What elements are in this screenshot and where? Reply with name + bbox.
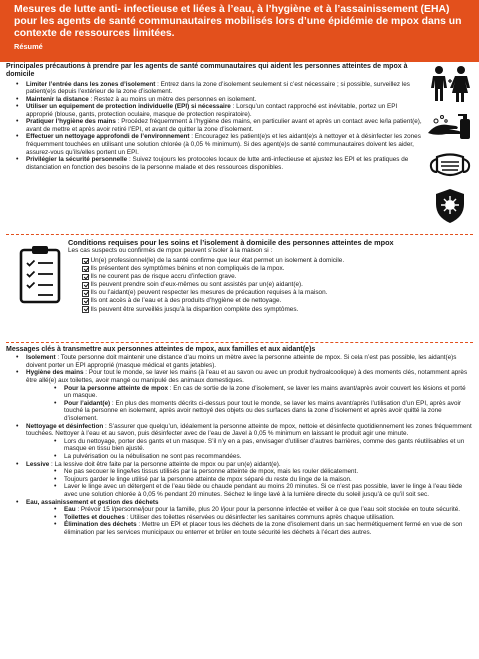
- list-item: • Isolement : Toute personne doit maintenir une distance d’au moins un mètre avec la personne atteinte de mpox. Si cela n’est pas possible, les aidant(e)s doivent porter un EPI approprié (masque médical et gants jetables).: [6, 354, 474, 369]
- section-lead: Les cas suspects ou confirmés de mpox peuvent s’isoler à la maison si :: [68, 247, 273, 254]
- list-item: • Pratiquer l’hygiène des mains : Procédez fréquemment à l’hygiène des mains, en particulier avant et après un contact avec le/la patient(e), avant de mettre et après avoir retiré l’EPI, et avant de quitter la zone d’isolement.: [6, 118, 424, 133]
- page-title: Mesures de lutte anti- infectieuse et liées à l’eau, à l’hygiène et à l’assainissement (EHA) pour les agents de santé communautaires mobilisés lors d’une épidémie de mpox dans un contexte de ressources limitées.: [14, 4, 462, 40]
- list-item: • Limiter l’entrée dans les zones d’isolement : Entrez dans la zone d’isolement seulement si c’est nécessaire ; si possible, surveillez les patient(e)s depuis l’extérieur de la zone d’isolement.: [6, 81, 424, 96]
- list-item: • Toilettes et douches : Utiliser des toilettes réservées ou désinfecter les sanitaires communs après chaque utilisation.: [26, 514, 474, 522]
- section-divider: [6, 342, 473, 343]
- list-item: • Maintenir la distance : Restez à au moins un mètre des personnes en isolement.: [6, 96, 424, 104]
- checkbox-checked-icon: [82, 274, 89, 281]
- face-mask-icon: [422, 146, 478, 186]
- checklist-item: Ils peuvent être surveillés jusqu’à la disparition complète des symptômes.: [68, 306, 468, 314]
- checklist-item: Ils peuvent prendre soin d’eux-mêmes ou sont assistés par un(e) aidant(e).: [68, 281, 468, 289]
- checklist-item: Ils ne courent pas de risque accru d’infection grave.: [68, 273, 468, 281]
- list-item: • Privilégier la sécurité personnelle : Suivez toujours les protocoles locaux de lutte anti-infectieuse et ajustez les EPI et les pratiques de distanciation en fonction des besoins de la personne malade et des ressources disponibles.: [6, 156, 424, 171]
- checkbox-checked-icon: [82, 266, 89, 273]
- checkbox-checked-icon: [82, 298, 89, 305]
- messages-list: [6, 354, 474, 536]
- list-item: • Pour l’aidant(e) : En plus des moments décrits ci-dessus pour tout le monde, se laver les mains avant/après l’utilisation d’un EPI, après avoir touché la personne en isolement, après avoir nettoyé des objets ou des surfaces dans la zone d’isolement et après avoir quitté la zone d’isolement.: [26, 400, 474, 423]
- list-item: • Effectuer un nettoyage approfondi de l’environnement : Encouragez les patient(e)s et les aidant(e)s à nettoyer et à désinfecter les zones fréquemment touchées en utilisant une solution chlorée (à 0,05 % minimum). Si des agent(e)s de santé communautaires doivent les aider, assurez-vous qu’ils/elles portent un EPI.: [6, 133, 424, 156]
- checklist-item: Ils ont accès à de l’eau et à des produits d’hygiène et de nettoyage.: [68, 297, 468, 305]
- checklist-item: Ils ou l’aidant(e) peuvent respecter les mesures de précaution requises à la maison.: [68, 289, 468, 297]
- list-item: • Lors du nettoyage, porter des gants et un masque. S’il n’y en a pas, envisager d’utiliser d’autres barrières, comme des gants réutilisables et un masque en tissu bien ajusté.: [26, 438, 474, 453]
- list-item: • La pulvérisation ou la nébulisation ne sont pas recommandées.: [26, 453, 474, 461]
- section-divider: [6, 234, 473, 235]
- list-item: • Ne pas secouer le linge/les tissus utilisés par la personne atteinte de mpox, mais les rouler délicatement.: [26, 468, 474, 476]
- people-icon: [422, 64, 478, 104]
- key-precautions-section: [6, 63, 424, 171]
- handwash-icon: [422, 106, 478, 146]
- checkbox-checked-icon: [82, 282, 89, 289]
- checkbox-checked-icon: [82, 258, 89, 265]
- section-title: Conditions requises pour les soins et l’isolement à domicile des personnes atteintes de mpox: [68, 238, 394, 247]
- list-item: • Utiliser un equipement de protection individuelle (EPI) si nécessaire : Lorsqu’un contact rapproché est inévitable, portez un EPI approprié (blouse, gants, protection oculaire, masque de protection respiratoire).: [6, 103, 424, 118]
- precautions-list: [6, 81, 424, 172]
- list-item: • Nettoyage et désinfection : S’assurer que quelqu’un, idéalement la personne atteinte de mpox, nettoie et désinfecte quotidiennement les zones fréquemment touchées. Nettoyer à l’eau et au savon, puis désinfecter avec de l’eau de Javel à 0,05 % minimum en laissant le produit agir une minute. • Lors du nettoyage, porter des gants et un masque. S’il n’y en a pas, envisager d’utiliser d’autres barrières, comme des gants réutilisables et un masque en tissu bien ajusté. • La pulvérisation ou la nébulisation ne sont pas recommandées.: [6, 423, 474, 461]
- list-item: • Eau : Prévoir 15 l/personne/jour pour la famille, plus 20 l/jour pour la personne infectée et veiller à ce que l’eau soit stockée en toute sécurité.: [26, 506, 474, 514]
- section-title: Principales précautions à prendre par les agents de santé communautaires qui aident les personnes atteintes de mpox à domicile: [6, 63, 408, 79]
- list-item: • Hygiène des mains : Pour tout le monde, se laver les mains (à l’eau et au savon ou avec un produit hydroalcoolique) à des moments clés, notamment après être allé(e) aux toilettes, avoir mangé ou manipulé des animaux domestiques. • Pour la personne atteinte de mpox : En cas de sortie de la zone d’isolement, se laver les mains avant/après avoir couvert les lésions et porté un masque. • Pour l’aidant(e) : En plus des moments décrits ci-dessus pour tout le monde, se laver les mains avant/après l’utilisation d’un EPI, après avoir touché la personne en isolement, après avoir nettoyé des objets ou des surfaces dans la zone d’isolement et après avoir quitté la zone d’isolement.: [6, 369, 474, 422]
- shield-virus-icon: [422, 186, 478, 226]
- list-item: • Élimination des déchets : Mettre un EPI et placer tous les déchets de la zone d’isolement dans un sac hermétiquement fermé en vue de son élimination par les services municipaux ou enterrer et brûler en toute sécurité les déchets à l’écart des autres.: [26, 521, 474, 536]
- list-item: • Pour la personne atteinte de mpox : En cas de sortie de la zone d’isolement, se laver les mains avant/après avoir couvert les lésions et porté un masque.: [26, 385, 474, 400]
- section-title: Messages clés à transmettre aux personnes atteintes de mpox, aux familles et aux aidant(e)s: [6, 346, 316, 353]
- list-item: • Laver le linge avec un détergent et de l’eau tiède ou chaude pendant au moins 20 minutes. Si ce n’est pas possible, laver le linge à l’eau tiède avec une solution chlorée à 0,05 % pendant 20 minutes. Séchez le linge lavé à la lumière directe du soleil jusqu’à ce qu’il soit sec.: [26, 483, 474, 498]
- header-banner: [0, 0, 479, 62]
- key-messages-section: [6, 346, 474, 537]
- checkbox-checked-icon: [82, 290, 89, 297]
- page-subtitle: Résumé: [14, 41, 43, 51]
- checklist-item: Un(e) professionnel(le) de la santé confirme que leur état permet un isolement à domicile.: [68, 257, 468, 265]
- checklist-icon: [18, 244, 62, 304]
- list-item: • Lessive : La lessive doit être faite par la personne atteinte de mpox ou par un(e) aidant(e). • Ne pas secouer le linge/les tissus utilisés par la personne atteinte de mpox, mais les rouler délicatement. • Toujours garder le linge utilisé par la personne atteinte de mpox séparé du reste du linge de la maison. • Laver le linge avec un détergent et de l’eau tiède ou chaude pendant au moins 20 minutes. Si ce n’est pas possible, laver le linge à l’eau tiède avec une solution chlorée à 0,05 % pendant 20 minutes. Séchez le linge lavé à la lumière directe du soleil jusqu’à ce qu’il soit sec.: [6, 461, 474, 499]
- list-item: • Eau, assainissement et gestion des déchets • Eau : Prévoir 15 l/personne/jour pour la famille, plus 20 l/jour pour la personne infectée et veiller à ce que l’eau soit stockée en toute sécurité. • Toilettes et douches : Utiliser des toilettes réservées ou désinfecter les sanitaires communs après chaque utilisation. • Élimination des déchets : Mettre un EPI et placer tous les déchets de la zone d’isolement dans un sac hermétiquement fermé en vue de son élimination par les services municipaux ou enterrer et brûler en toute sécurité les déchets à l’écart des autres.: [6, 499, 474, 537]
- home-isolation-section: [68, 238, 468, 314]
- checklist-item: Ils présentent des symptômes bénins et non compliqués de la mpox.: [68, 265, 468, 273]
- checkbox-checked-icon: [82, 306, 89, 313]
- list-item: • Toujours garder le linge utilisé par la personne atteinte de mpox séparé du reste du linge de la maison.: [26, 476, 474, 484]
